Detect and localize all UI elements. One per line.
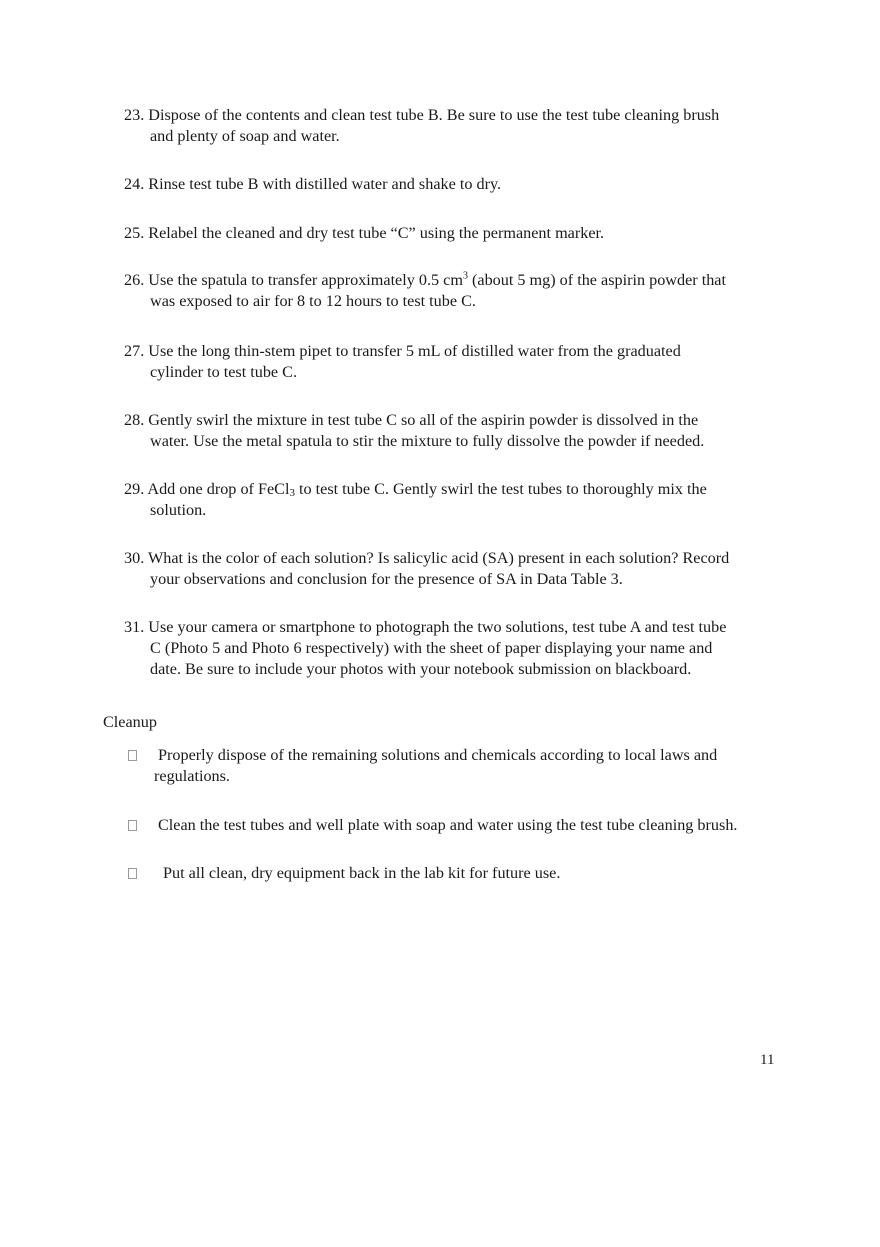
superscript: 3 <box>462 270 468 282</box>
checkbox-icon <box>128 750 137 761</box>
step-text: solution. <box>150 501 207 519</box>
step-text: water. Use the metal spatula to stir the mixture to fully dissolve the powder if needed. <box>150 432 705 450</box>
cleanup-item <box>128 745 788 787</box>
cleanup-heading: Cleanup <box>103 713 157 731</box>
step-text: was exposed to air for 8 to 12 hours to test tube C. <box>150 292 476 310</box>
step-23 <box>124 105 784 147</box>
step-27 <box>124 341 784 383</box>
step-text: cylinder to test tube C. <box>150 363 298 381</box>
cleanup-item-text: Clean the test tubes and well plate with soap and water using the test tube cleaning brush. <box>158 816 738 834</box>
checkbox-icon <box>128 868 137 879</box>
step-text: 25. Relabel the cleaned and dry test tube “C” using the permanent marker. <box>124 224 605 242</box>
step-text: date. Be sure to include your photos with your notebook submission on blackboard. <box>150 660 692 678</box>
step-text: 30. What is the color of each solution? Is salicylic acid (SA) present in each solution? Record <box>124 549 730 567</box>
cleanup-item <box>128 863 788 884</box>
step-text: C (Photo 5 and Photo 6 respectively) with the sheet of paper displaying your name and <box>150 639 713 657</box>
cleanup-item <box>128 815 788 836</box>
step-text: 23. Dispose of the contents and clean test tube B. Be sure to use the test tube cleaning brush <box>124 106 720 124</box>
step-26 <box>124 270 784 312</box>
step-24 <box>124 174 784 195</box>
step-text: your observations and conclusion for the presence of SA in Data Table 3. <box>150 570 623 588</box>
checkbox-icon <box>128 820 137 831</box>
step-30 <box>124 548 784 590</box>
page-number: 11 <box>760 1052 775 1068</box>
step-text: 24. Rinse test tube B with distilled water and shake to dry. <box>124 175 502 193</box>
step-28 <box>124 410 784 452</box>
step-25 <box>124 223 784 244</box>
subscript: 3 <box>289 487 295 499</box>
step-text: 28. Gently swirl the mixture in test tube C so all of the aspirin powder is dissolved in the <box>124 411 699 429</box>
step-text: and plenty of soap and water. <box>150 127 340 145</box>
step-text: 26. Use the spatula to transfer approximately 0.5 $cm^3$ (about 5 mg) of the aspirin powder that <box>124 270 726 289</box>
cleanup-item-text: Properly dispose of the remaining solutions and chemicals according to local laws and <box>158 746 718 764</box>
step-text: 29. Add one drop of FeCl$_3$ to test tube C. Gently swirl the test tubes to thoroughly mix the <box>124 480 707 499</box>
cleanup-item-text: regulations. <box>154 767 230 785</box>
cleanup-item-text: Put all clean, dry equipment back in the lab kit for future use. <box>163 864 561 882</box>
step-29 <box>124 479 784 521</box>
step-text: 31. Use your camera or smartphone to photograph the two solutions, test tube A and test tube <box>124 618 727 636</box>
step-31 <box>124 617 784 680</box>
step-text: 27. Use the long thin-stem pipet to transfer 5 mL of distilled water from the graduated <box>124 342 681 360</box>
